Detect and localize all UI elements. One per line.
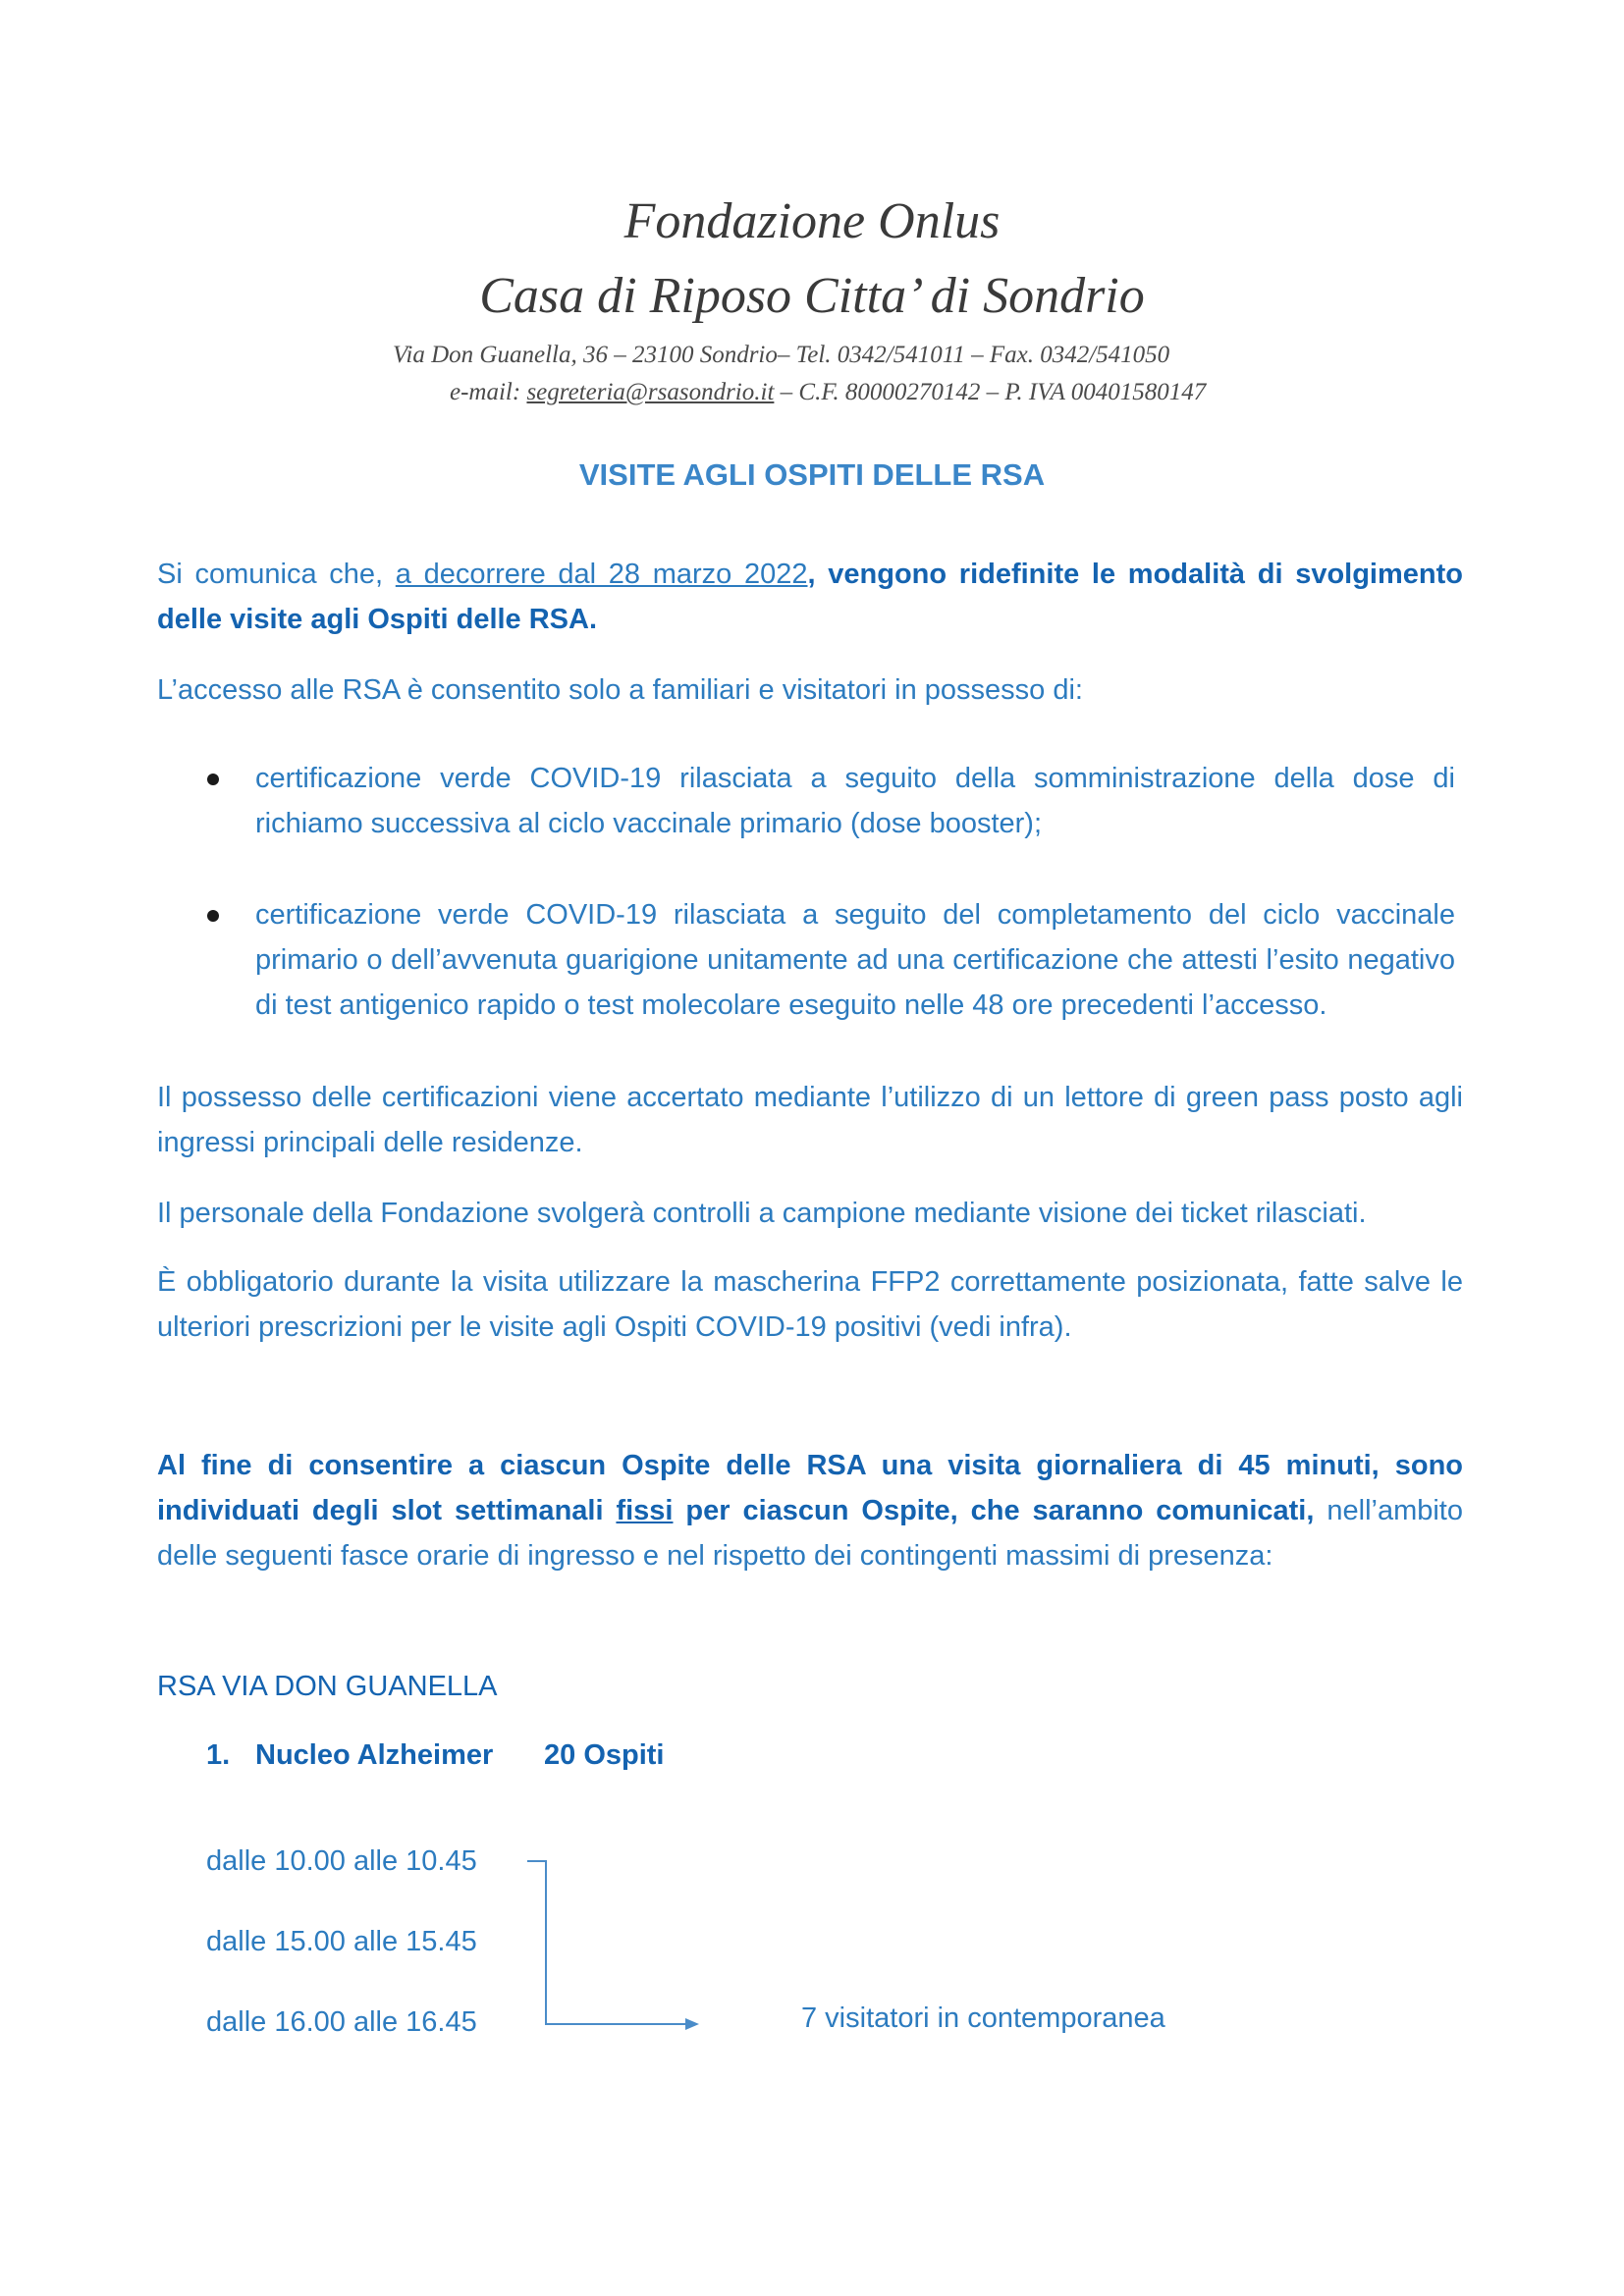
time-slot: dalle 15.00 alle 15.45 (206, 1926, 477, 1957)
mask-paragraph: È obbligatorio durante la visita utilizzare la mascherina FFP2 correttamente posizionata, fatte salve le ulteriori prescrizioni per le visite agli Ospiti COVID-19 positivi (vedi infra). (157, 1266, 1463, 1343)
item-name: Nucleo Alzheimer (255, 1739, 494, 1771)
bullet-item: certificazione verde COVID-19 rilasciata a seguito del completamento del ciclo vaccinale primario o dell’avvenuta guarigione unitamente ad una certificazione che attesti l’esito negativo di test antigenico rapido o test molecolare eseguito nelle 48 ore precedenti l’accesso. (255, 899, 1455, 1021)
email-link[interactable]: segreteria@rsasondrio.it (526, 379, 775, 405)
slots-normal: nell’ambito delle seguenti fasce orarie di ingresso e nel rispetto dei contingenti massimi di presenza: (157, 1495, 1463, 1572)
intro-bold-text: , vengono ridefinite le modalità di svolgimento delle visite agli Ospiti delle RSA. (157, 559, 1463, 635)
document-title: VISITE AGLI OSPITI DELLE RSA (578, 457, 1046, 492)
controls-paragraph: Il personale della Fondazione svolgerà controlli a campione mediante visione dei ticket rilasciati. (157, 1198, 1367, 1229)
intro-prefix: Si comunica che, (157, 559, 396, 590)
section-title: RSA VIA DON GUANELLA (157, 1671, 498, 1702)
item-guest-count: 20 Ospiti (544, 1739, 665, 1771)
slots-bold-b: per ciascun Ospite, che saranno comunicati, (673, 1495, 1315, 1526)
tax-ids: – C.F. 80000270142 – P. IVA 00401580147 (774, 379, 1207, 405)
contact-address: Via Don Guanella, 36 – 23100 Sondrio– Tel. 0342/541011 – Fax. 0342/541050 (393, 342, 1170, 368)
org-name-line2: Casa di Riposo Citta’ di Sondrio (479, 268, 1145, 324)
org-name-line1: Fondazione Onlus (623, 193, 1001, 249)
green-pass-paragraph: Il possesso delle certificazioni viene accertato mediante l’utilizzo di un lettore di green pass posto agli ingressi principali delle residenze. (157, 1082, 1463, 1158)
bullet-item: certificazione verde COVID-19 rilasciata a seguito della somministrazione della dose di richiamo successiva al ciclo vaccinale primario (dose booster); (255, 763, 1455, 839)
email-label: e-mail: (450, 379, 527, 405)
slots-bold-a: Al fine di consentire a ciascun Ospite delle RSA una visita giornaliera di 45 minuti, sono individuati degli slot settimanali (157, 1450, 1463, 1526)
time-slot: dalle 10.00 alle 10.45 (206, 1845, 477, 1877)
access-paragraph: L’accesso alle RSA è consentito solo a familiari e visitatori in possesso di: (157, 674, 1083, 706)
time-slot: dalle 16.00 alle 16.45 (206, 2006, 477, 2038)
item-number: 1. (206, 1739, 231, 1771)
start-date: a decorrere dal 28 marzo 2022 (395, 559, 808, 590)
slots-fissi: fissi (616, 1495, 674, 1526)
max-visitors: 7 visitatori in contemporanea (801, 2002, 1165, 2034)
